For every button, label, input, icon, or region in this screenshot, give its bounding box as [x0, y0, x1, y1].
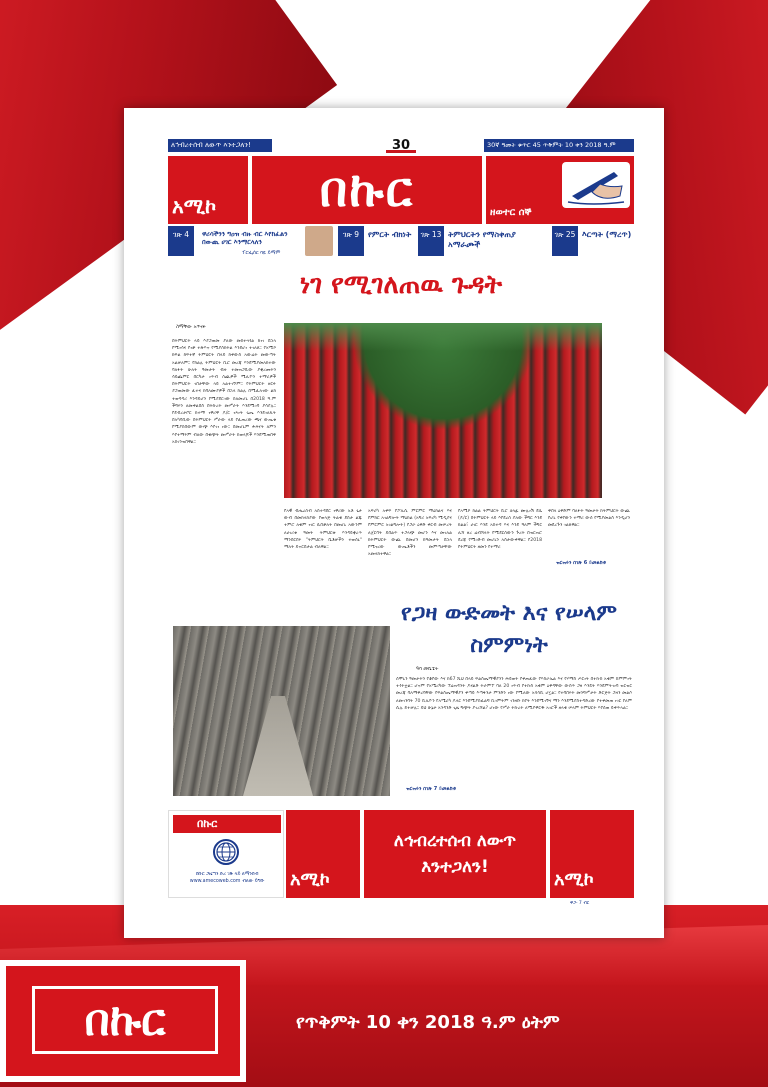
footer-web-info: በኩር ጋዜጣን ድረ ገጽ ላይ ለማንበብ www.amecoweb.com ብለው ይግቡ [189, 872, 265, 884]
teaser-text: የምርት ብክነት [368, 230, 412, 239]
footer-slogan: ለኅብረተሰብ ለውጥ እንተጋለን! [364, 810, 546, 898]
page-price: ዋጋ- 7 ብር [570, 901, 590, 906]
teaser-text: ትምህርትን የማስቀጠያ አማራጮች [448, 230, 516, 249]
footer-mini-logo: በኩር [173, 815, 281, 833]
second-headline[interactable]: የጋዛ ውድመት እና የሠላም ስምምነት [401, 601, 617, 658]
footer-web-box[interactable] [168, 810, 284, 898]
article1-byline: ስማቸው አጥናፉ [176, 324, 206, 330]
issue-number: 30 [386, 138, 416, 153]
article1-continued[interactable]: ዝርዝሩን በገጽ 6 ይመልከቱ [556, 560, 606, 566]
article1-column-4: የአሚኮ ከልል ትምህርት ቢሮ ኃላፊ ሙሉነሽ ደሴ (ዶ/ር) በትምህርት ላይ እየደረሰ ያለው ችግር እንደ ክልል፣ ሀገር እንደ አስተዳ እና እንደ ዓለም ችግር ሊሻ ዘረ ሬብሻላት የሚደርሰውን ጉረት በዝርዝሮ ደረጃ የሚገድብ መሆኑን አስታውቀዋል። የ2018 የትምህርት ዘመን የተማሪ [458, 509, 542, 551]
edition-date: የጥቅምት 10 ቀን 2018 ዓ.ም ዕትም [296, 1012, 560, 1033]
footer-amiko-box-left [286, 810, 360, 898]
masthead-right-box [486, 156, 634, 224]
article1-column-2: የአዊ ብሔረሰብ አስተዳደር ነዋሪው አቶ ጌታ ውብ በመከላከያው የወላጅ ትልቁ ደስታ ልጁ ተምሮ ለቁም ነገር ሲበቃለት በመሆኑ አውንም ለሀገሪቱ ዓመት ትምህርቱ እንዳይቋረጥ ማንበርበሩ "ትምህርት ቤቶቻችን ተወሰኑ" ማለት ይኖርበታል ብለዋል። [284, 509, 362, 551]
issue-info: 30ኛ ዓመት ቁጥር 45 ጥቅምት 10 ቀን 2018 ዓ.ም [484, 139, 634, 152]
article1-column-1: በትምህርት ላይ እያጋጠመ ያለው መስተጓጎል ከነገ በኋላ የሚነሳና የነቃ ተጽእኖ የሚያስከትል እንደሆነ ተገለጸ። የአሚኮ ከፍል ከፍተኛ ትምህርት በላይ ከቀውስ አውሬት መውጣት አልቻለም። የክልሉ ትምህርት ቢሮ መረጃ እንደሚያመለክተው ባለፉት ሁለት ዓመታት ብዙ ተመዝጋቢው ያቋረጡትን ሳይጨምር በርካታ ነጥብ ሰጪዎች ሚሊዮን ተማሪዎች በትምህርት ገበታቸው ላይ አልተገኙም። የትምህርት ዘርፉ ያጋጠመው ፈተና ከባለሙያዎች በኋላ ከልሉ በሚፈለገው ልክ ተወዳዳሪ እንዳይሆን የሚያደርገው ስለመሆኑ በ2018 ዓ.ም ችግሩን ለመቀልበስ በትኩረት መሥራት እንደሚገባ ያሳያሉ። የደብረታቦር ከተማ ነዋሪዋ ዶ/ር ነጻነት ጌጤ እንደገለጹት በአካባቢው በትምህርት ሥራው ላይ የፈጠረው ጫና ውጤቱ የሚያስበውም ውጭ እየገነ ነው። በመሆኑም ሕጻናት ለምን እየተማሩም ብለው በቁጭት መሥራት ከወላጆች እንደሚጠበቅ አስገንዝበዋል። [172, 339, 276, 445]
article2-body: ሰሞኑን ዓመታትን የቆየው እና ከ67 ሺህ በላይ ፍልስጤማዊያንን ሕይወት የቀጠፈው የእስራኤል እና የሃማስ ጦርነት በተኩስ አቁም ስምምነት ተጎትቷል። ሆኖም የአሜሪካው ፕሬዝዳንት ዶናልድ ትራምፕ ባለ 20 ነጥብ የተኩስ አቁም ዕቅዳቸው ውስጥ ጋዛ እንዴት እንደምትገነባ ዝርዝር መረጃ ባለማቅረባቸው የፍልስጤማዊያን ቀጣይ እጣፋንታ ምንድን ነው የሚለው አሳሳቢ ሆኗል። የተባበሩት መንግሥታት ድርጅት ጋዛን መልሶ ለመገንባት 70 ቢሊዮን የአሜሪካ ዶላር እንደሚያስፈልግ ቢገምትም ገንዘቡ ከየት እንደሚገኝና ማን እንደሚያስተዳድረው የተቀመጠ ነገር የለም ሲሉ ይተቻሉ። ይህ ሁኔታ አንዳንድ ጊዜ ግጭት ያገረሻል? ሆነው የሥራ ትኩረት ለሚያዋርዱ አገሮች ዘላቂ ሠላም ትምህርት እየሰጠ ይቀጥላል። [396, 677, 632, 711]
article1-column-3: አፍሪካ አቀፍ የፖሊሲ ምርምር ማዕከልና እና የምክር አገልግሎት ማዕከል (አግሪ አፍሪካ ሚዲያና የምርምር አገልግሎት) የጋራ ዕቅድ ቀርብ መሠረት ለጀርባት ይበልጥ ተጋላጭ መሆን እና መገለል ከትምህርት ውጪ በመሆን ከዓመታት በኋላ የሚኖረው ውጤቶችን መምጣታቸው አመላክተዋል። [368, 509, 452, 558]
amiko-label: አሚኮ [172, 194, 217, 218]
gaza-destruction-photo [173, 626, 390, 796]
teaser-page-label: ገጽ 9 [338, 226, 364, 256]
bottom-logo-frame [32, 986, 218, 1054]
teaser-page-9[interactable] [338, 226, 411, 256]
paper-title: በኩር [319, 161, 415, 218]
footer-band [168, 810, 634, 898]
masthead [168, 156, 634, 224]
footer-amiko-label: አሚኮ [554, 869, 594, 890]
footer-amiko-box-right [550, 810, 634, 898]
article2-byline: ዓባ መቤቴት [416, 666, 439, 672]
teaser-page-13[interactable] [418, 226, 549, 256]
masthead-left-box [168, 156, 248, 224]
bottom-logo-text: በኩር [84, 994, 166, 1046]
portrait-image [305, 226, 333, 256]
main-headline[interactable]: ነገ የሚገለጠዉ ጉዳት [299, 270, 503, 300]
top-slogan: ለኅብረተሰብ ለውጥ እንተጋለን! [168, 139, 272, 152]
masthead-title-box [252, 156, 482, 224]
teaser-text: ዋሪሳችንን ግዐዝ ብዙ ብር እየከፈልን በውጪ ሀገር እንማርላለን [202, 230, 288, 246]
article1-column-5: ቅበላ ዕቅድም ባለፉት ዓመታት ከትምህርት ውጪ የሆኑ የቀየውን ተማሪ ውሰ የሚያመልስ እንዲሆን መደረጉን ገልጸዋል። [548, 509, 630, 529]
weekday-label: ዘወተር ሰኞ [490, 207, 532, 218]
teaser-page-label: ገጽ 4 [168, 226, 194, 256]
globe-icon [213, 839, 239, 865]
newspaper-front-page [124, 108, 664, 938]
teaser-page-label: ገጽ 13 [418, 226, 444, 256]
footer-amiko-label: አሚኮ [290, 869, 330, 890]
teaser-row [168, 226, 634, 256]
bottom-logo-box[interactable] [0, 960, 246, 1082]
teaser-page-25[interactable] [552, 226, 631, 256]
article2-continued[interactable]: ዝርዝሩን በገጽ 7 ይመልከቱ [406, 786, 456, 792]
students-assembly-photo [284, 323, 602, 498]
photo-road [243, 696, 313, 796]
teaser-text: እርጣት (ማረጥ) [582, 230, 632, 239]
top-strip [168, 138, 634, 154]
teaser-page-4[interactable] [168, 226, 194, 256]
teaser-page-label: ገጽ 25 [552, 226, 578, 256]
writing-hand-icon [562, 162, 630, 208]
teaser-caption: ፕሮፌሰር ባዬ ይማም [242, 250, 281, 256]
